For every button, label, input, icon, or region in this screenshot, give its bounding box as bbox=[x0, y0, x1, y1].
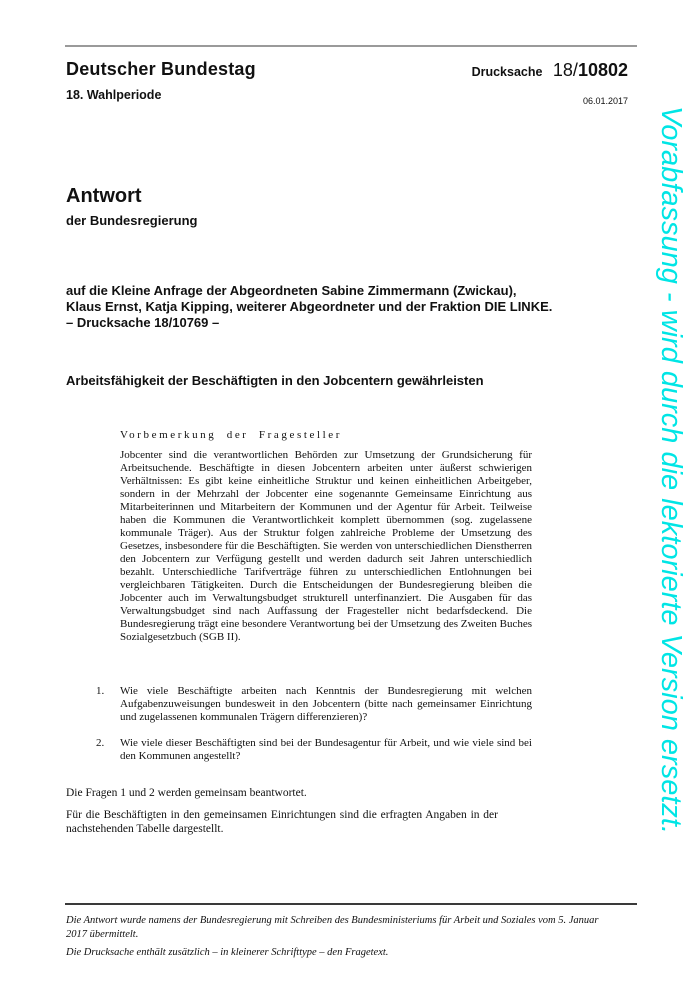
recipient-block bbox=[66, 283, 586, 331]
recipient-line: – Drucksache 18/10769 – bbox=[66, 315, 220, 330]
answer-paragraph: Für die Beschäftigten in den gemeinsamen Einrichtungen sind die erfragten Angaben in der nachstehenden Tabelle dargestellt. bbox=[66, 809, 498, 835]
answer-paragraph: Die Fragen 1 und 2 werden gemeinsam beantwortet. bbox=[66, 787, 307, 799]
answer-subheading: der Bundesregierung bbox=[66, 213, 198, 228]
document-date: 06.01.2017 bbox=[582, 96, 628, 106]
footer-rule bbox=[65, 903, 637, 905]
footer-note: Die Antwort wurde namens der Bundesregierung mit Schreiben des Bundesministeriums für Arbeit und Soziales vom 5. Januar 2017 übermittelt. bbox=[66, 915, 599, 940]
preliminary-remarks-body: Jobcenter sind die verantwortlichen Behörden zur Umsetzung der Grundsicherung für Arbeitsuchende. Beschäftigte in diesen Jobcentern arbeiten unter äußerst schwierigen Verhältnissen: Es gibt keine einheitliche Struktur und keinen einheitlichen Arbeitgeber, sondern in der Mehrzahl der Jobcenter eine sogenannte Gemeinsame Einrichtung aus Mitarbeiterinnen und Mitarbeitern der Kommunen und der Agentur für Arbeit. Teilweise haben die Kommunen die Verantwortlichkeit komplett übernommen (sog. zugelassene kommunale Träger). Aus der Struktur folgen zahlreiche Probleme der Umsetzung des Gesetzes, insbesondere für die Beschäftigten. Sie werden von unterschiedlichen Dienstherren den Jobcentern zur Verfügung gestellt und werden dadurch seit Jahren unterschiedlich bezahlt. Unterschiedliche Tarifverträge führen zu unterschiedlichen Entlohnungen bei vergleichbaren Tätigkeiten. Durch die Entscheidungen der Bundesregierung bleiben die Jobcenter auch im Verwaltungsbudget strukturell unterfinanziert. Die Ausgaben für das Verwaltungsbudget sind nach Auffassung der Fragesteller nicht bedarfsdeckend. Die Bundesregierung trägt eine besondere Verantwortung bei der Umsetzung des Zweiten Buches Sozialgesetzbuch (SGB II). bbox=[120, 449, 532, 643]
publisher-title: Deutscher Bundestag bbox=[66, 59, 256, 79]
question-text: Wie viele Beschäftigte arbeiten nach Kenntnis der Bundesregierung mit welchen Aufgabenzuweisungen bundesweit in den Jobcentern (bitte nach gemeinsamer Einrichtung und zugelassenen kommunalen Trägern differenzieren)? bbox=[120, 685, 532, 723]
subject-title: Arbeitsfähigkeit der Beschäftigten in den Jobcentern gewährleisten bbox=[66, 373, 484, 388]
legislative-period: 18. Wahlperiode bbox=[66, 88, 162, 102]
answer-heading: Antwort bbox=[66, 185, 142, 207]
question-text: Wie viele dieser Beschäftigten sind bei der Bundesagentur für Arbeit, und wie viele sind bei den Kommunen angestellt? bbox=[120, 737, 532, 762]
document-number-prefix: 18/ bbox=[552, 60, 578, 80]
question-item bbox=[96, 685, 532, 724]
recipient-line: auf die Kleine Anfrage der Abgeordneten Sabine Zimmermann (Zwickau), bbox=[66, 283, 517, 298]
question-number: 2. bbox=[96, 737, 105, 749]
document-number: 10802 bbox=[577, 60, 628, 80]
header-top-rule bbox=[65, 45, 637, 47]
recipient-line: Klaus Ernst, Katja Kipping, weiterer Abgeordneter und der Fraktion DIE LINKE. bbox=[66, 299, 553, 314]
document-reference bbox=[360, 60, 628, 81]
question-item bbox=[96, 737, 532, 763]
drucksache-label: Drucksache bbox=[471, 65, 543, 79]
question-number: 1. bbox=[96, 685, 105, 697]
footer-note: Die Drucksache enthält zusätzlich – in kleinerer Schrifttype – den Fragetext. bbox=[66, 947, 389, 958]
prerelease-watermark: Vorabfassung - wird durch die lektorierte Version ersetzt. bbox=[655, 106, 687, 835]
preliminary-remarks-heading: Vorbemerkung der Fragesteller bbox=[120, 429, 343, 441]
question-list bbox=[96, 685, 532, 776]
